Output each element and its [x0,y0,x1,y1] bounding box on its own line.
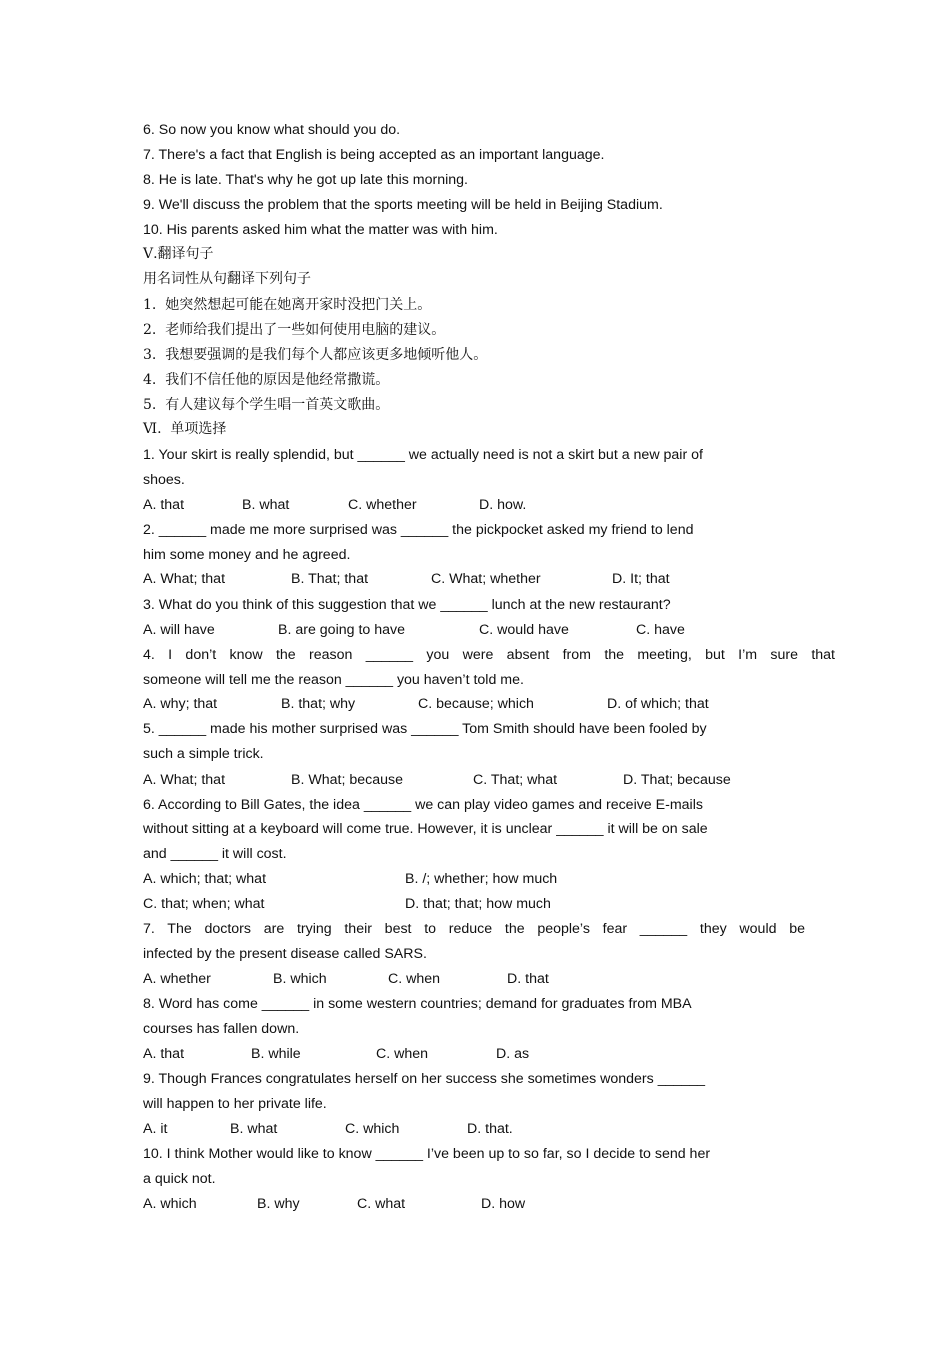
q10-option-c: C. what [357,1196,406,1212]
sentence-7: 7. There's a fact that English is being accepted as an important language. [143,147,605,163]
translation-item-5: 5. 有人建议每个学生唱一首英文歌曲。 [143,397,390,413]
q2-option-a: A. What; that [143,571,226,587]
question-7-line-1: 7. The doctors are trying their best to reduce the people’s fear ______ they would be [143,921,805,937]
q6-option-b: B. /; whether; how much [405,871,558,887]
q9-option-a: A. it [143,1121,168,1137]
q7-option-a: A. whether [143,971,211,987]
question-8-line-1: 8. Word has come ______ in some western countries; demand for graduates from MBA [143,996,692,1012]
q6-option-a: A. which; that; what [143,871,267,887]
question-5-line-1: 5. ______ made his mother surprised was ______ Tom Smith should have been fooled by [143,721,707,737]
q4-option-d: D. of which; that [607,696,709,712]
question-10-line-2: a quick not. [143,1171,216,1187]
q2-option-c: C. What; whether [431,571,541,587]
q10-option-d: D. how [481,1196,526,1212]
question-4-line-2: someone will tell me the reason ______ you haven’t told me. [143,672,524,688]
q9-option-d: D. that. [467,1121,513,1137]
sentence-10: 10. His parents asked him what the matter was with him. [143,222,498,238]
sentence-6: 6. So now you know what should you do. [143,122,401,138]
q7-option-c: C. when [388,971,441,987]
q6-option-d: D. that; that; how much [405,896,551,912]
q9-option-c: C. which [345,1121,400,1137]
translation-item-3: 3. 我想要强调的是我们每个人都应该更多地倾听他人。 [143,347,488,363]
question-6-line-2: without sitting at a keyboard will come true. However, it is unclear ______ it will be on sale [143,821,708,837]
q4-option-b: B. that; why [281,696,356,712]
question-9-line-1: 9. Though Frances congratulates herself on her success she sometimes wonders ______ [143,1071,706,1087]
q8-option-c: C. when [376,1046,429,1062]
question-8-line-2: courses has fallen down. [143,1021,300,1037]
q6-option-c: C. that; when; what [143,896,265,912]
q9-option-b: B. what [230,1121,278,1137]
q5-option-b: B. What; because [291,772,403,788]
q8-option-b: B. while [251,1046,301,1062]
question-7-line-2: infected by the present disease called SARS. [143,946,427,962]
q1-option-b: B. what [242,497,290,513]
q1-option-a: A. that [143,497,185,513]
question-1-line-1: 1. Your skirt is really splendid, but ______ we actually need is not a skirt but a new pair of [143,447,703,463]
q5-option-a: A. What; that [143,772,226,788]
question-2-line-2: him some money and he agreed. [143,547,351,563]
q3-option-b: B. are going to have [278,622,405,638]
question-6-line-1: 6. According to Bill Gates, the idea ______ we can play video games and receive E-mails [143,797,703,813]
q1-option-c: C. whether [348,497,417,513]
q5-option-c: C. That; what [473,772,558,788]
q4-option-c: C. because; which [418,696,534,712]
question-3-line-1: 3. What do you think of this suggestion that we ______ lunch at the new restaurant? [143,597,671,613]
q10-option-b: B. why [257,1196,300,1212]
question-4-line-1: 4. I don’t know the reason ______ you were absent from the meeting, but I’m sure that [143,647,835,663]
q3-option-d: C. have [636,622,685,638]
q7-option-b: B. which [273,971,327,987]
q1-option-d: D. how. [479,497,527,513]
question-10-line-1: 10. I think Mother would like to know ______ I’ve been up to so far, so I decide to send her [143,1146,711,1162]
q5-option-d: D. That; because [623,772,731,788]
translation-item-2: 2. 老师给我们提出了一些如何使用电脑的建议。 [143,322,446,338]
question-6-line-3: and ______ it will cost. [143,846,287,862]
q8-option-d: D. as [496,1046,530,1062]
question-9-line-2: will happen to her private life. [143,1096,327,1112]
q4-option-a: A. why; that [143,696,218,712]
q8-option-a: A. that [143,1046,185,1062]
q3-option-c: C. would have [479,622,569,638]
sentence-8: 8. He is late. That's why he got up late this morning. [143,172,468,188]
q2-option-b: B. That; that [291,571,369,587]
q10-option-a: A. which [143,1196,197,1212]
section-vi-heading: Ⅵ. 单项选择 [143,421,227,437]
sentence-9: 9. We'll discuss the problem that the sports meeting will be held in Beijing Stadium. [143,197,663,213]
section-v-heading: Ⅴ.翻译句子 [143,246,214,262]
q2-option-d: D. It; that [612,571,670,587]
question-2-line-1: 2. ______ made me more surprised was ______ the pickpocket asked my friend to lend [143,522,694,538]
question-5-line-2: such a simple trick. [143,746,264,762]
section-v-instruction: 用名词性从句翻译下列句子 [143,271,311,287]
translation-item-4: 4. 我们不信任他的原因是他经常撒谎。 [143,372,390,388]
q3-option-a: A. will have [143,622,215,638]
q7-option-d: D. that [507,971,549,987]
question-1-line-2: shoes. [143,472,185,488]
translation-item-1: 1. 她突然想起可能在她离开家时没把门关上。 [143,297,432,313]
